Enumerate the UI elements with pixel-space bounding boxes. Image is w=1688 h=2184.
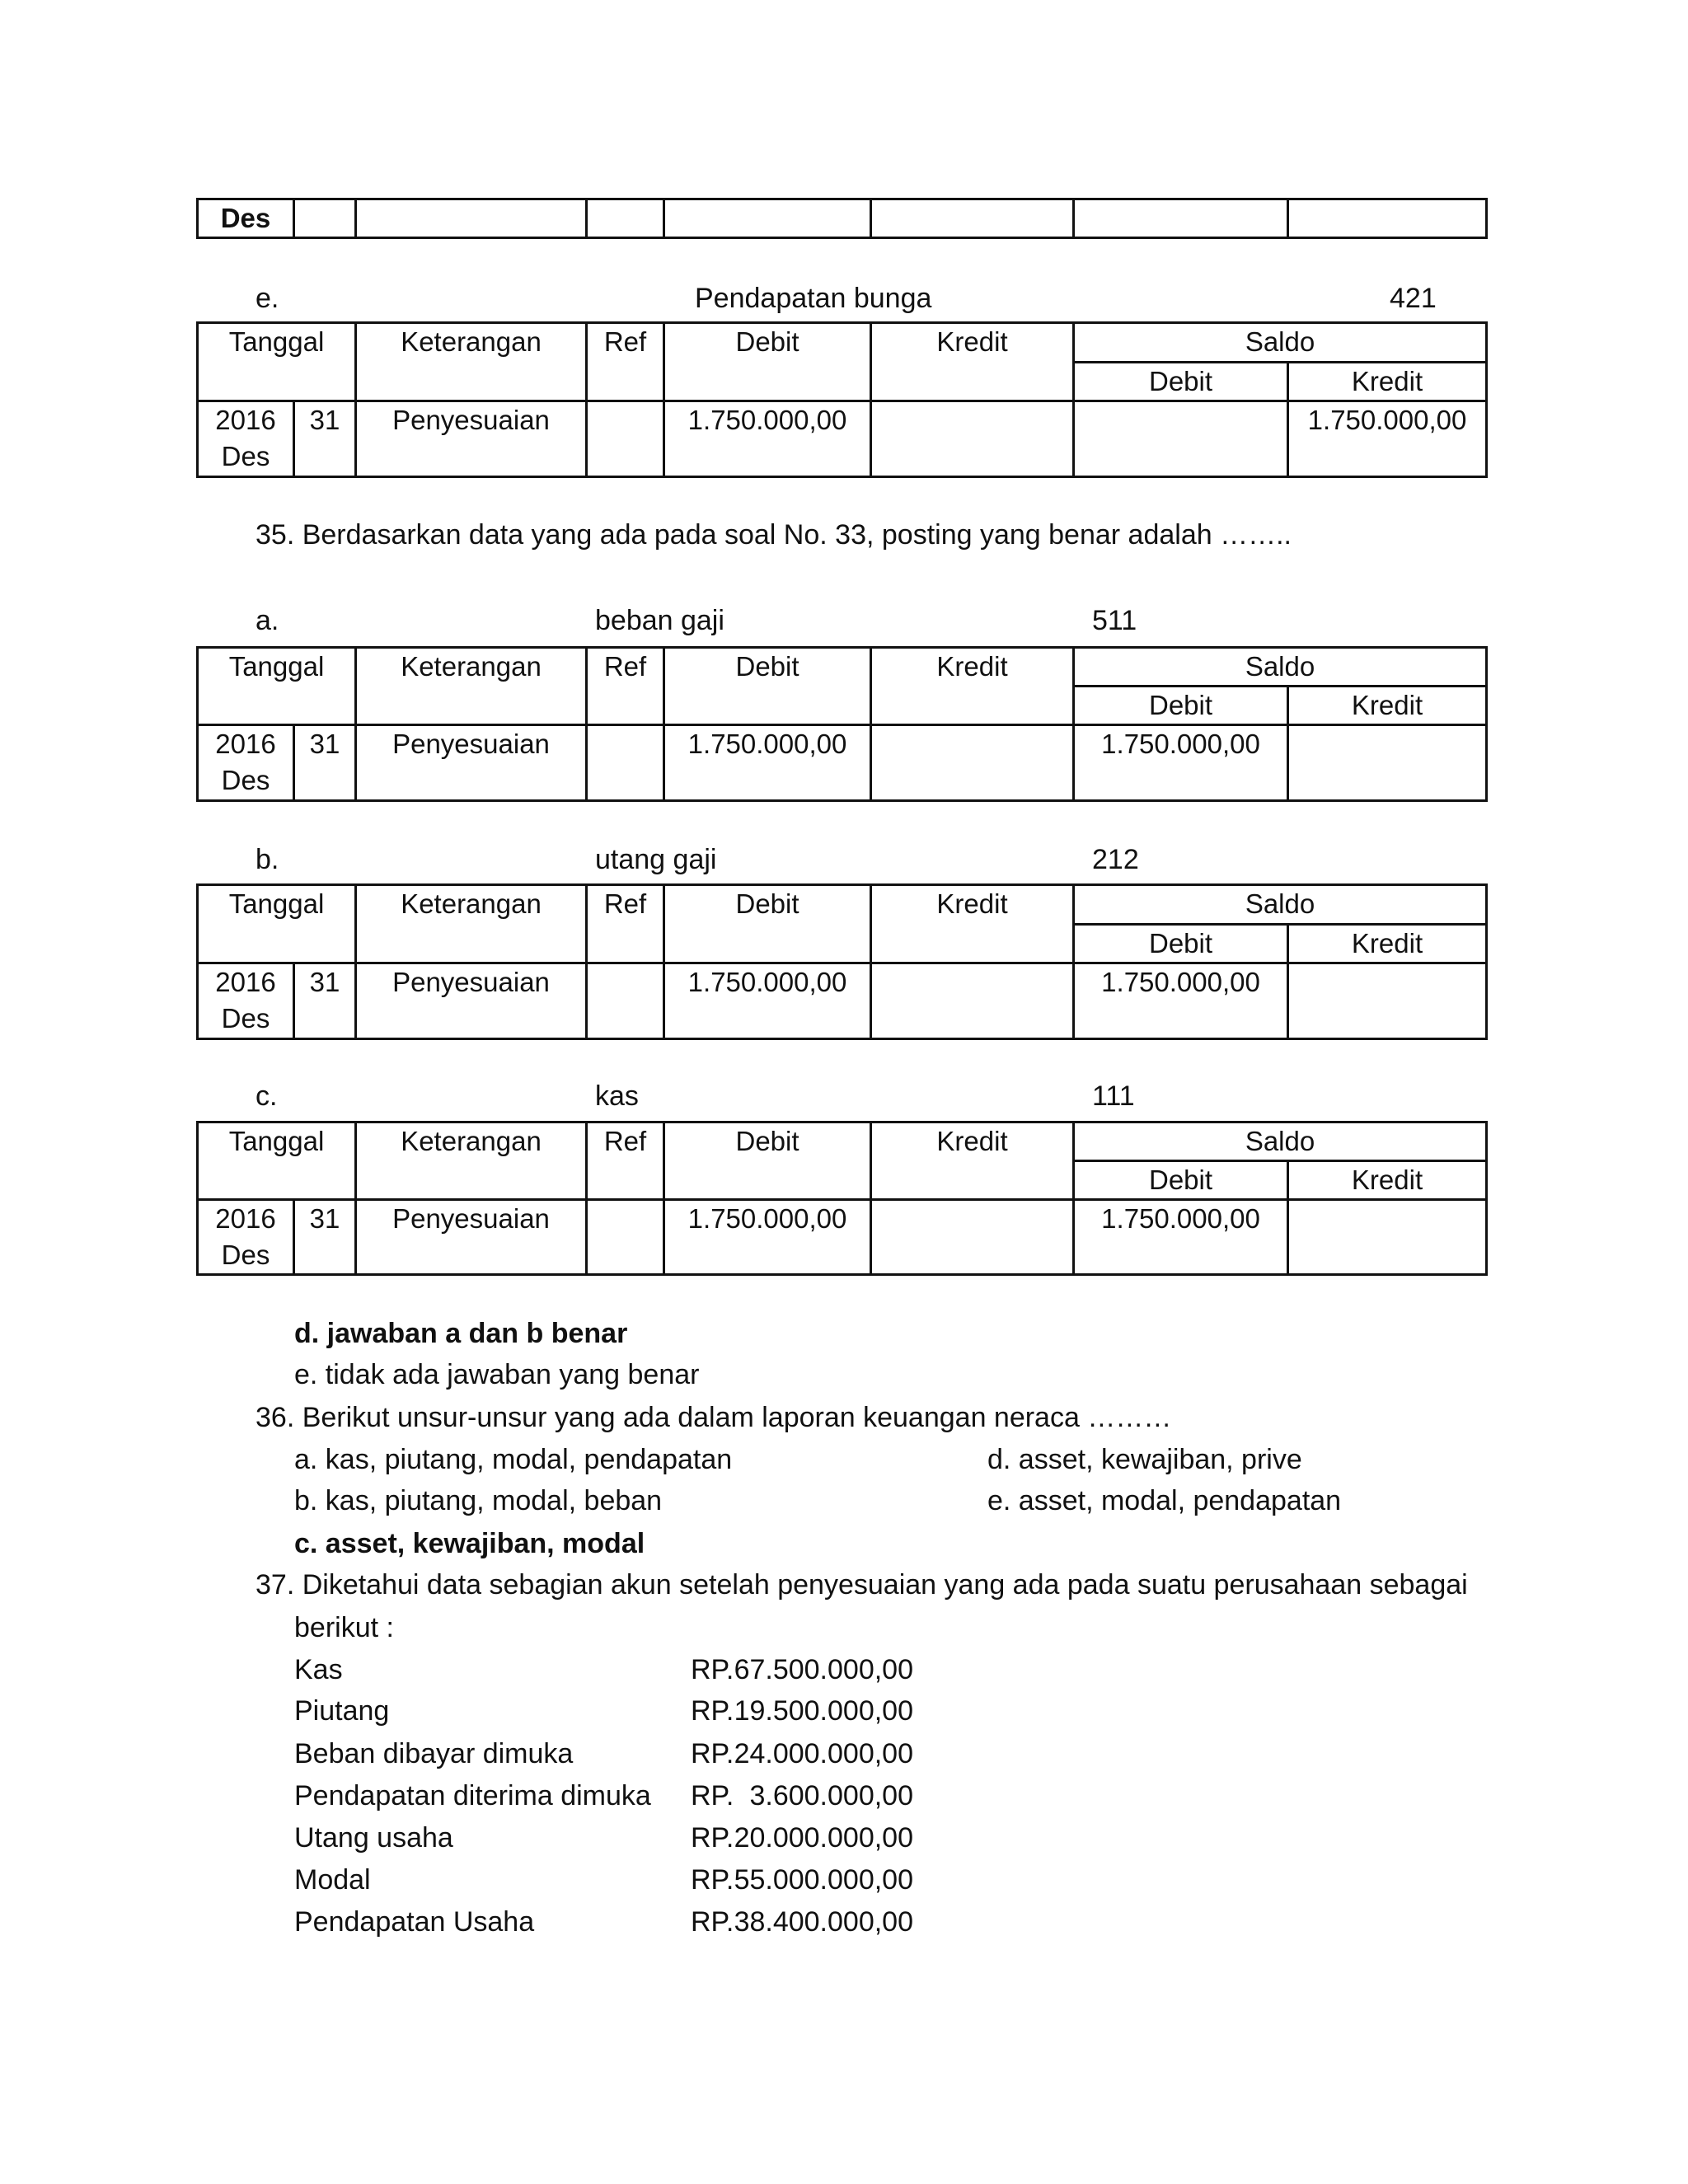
q36-option-d: d. asset, kewajiban, prive bbox=[987, 1444, 1302, 1475]
header-saldo: Saldo bbox=[1074, 648, 1487, 687]
month: Des bbox=[221, 1003, 270, 1033]
account-name: Kas bbox=[294, 1654, 343, 1685]
header-saldo-kredit: Kredit bbox=[1288, 363, 1487, 401]
account-currency: RP. bbox=[691, 1822, 734, 1854]
account-name: Piutang bbox=[294, 1695, 390, 1727]
year: 2016 bbox=[215, 1203, 276, 1234]
account-amount: 3.600.000,00 bbox=[749, 1780, 913, 1811]
debit-cell: 1.750.000,00 bbox=[664, 401, 871, 477]
question-37-line2: berikut : bbox=[294, 1612, 394, 1643]
ledger-c-account-number: 111 bbox=[1092, 1080, 1135, 1112]
keterangan-cell: Penyesuaian bbox=[356, 963, 587, 1039]
kredit-cell bbox=[871, 963, 1074, 1039]
q35-option-e: e. tidak ada jawaban yang benar bbox=[294, 1359, 700, 1390]
header-keterangan: Keterangan bbox=[356, 1122, 587, 1200]
header-saldo-kredit: Kredit bbox=[1288, 925, 1487, 963]
ledger-table-c bbox=[196, 1121, 1488, 1276]
ledger-b-letter: b. bbox=[256, 844, 279, 875]
account-currency: RP. bbox=[691, 1780, 734, 1811]
header-ref: Ref bbox=[587, 648, 664, 725]
debit-cell: 1.750.000,00 bbox=[664, 1200, 871, 1275]
q36-option-e: e. asset, modal, pendapatan bbox=[987, 1485, 1342, 1516]
month-cell: Des bbox=[198, 199, 294, 238]
year: 2016 bbox=[215, 405, 276, 435]
debit-cell: 1.750.000,00 bbox=[664, 725, 871, 801]
saldo-debit-cell bbox=[1074, 401, 1288, 477]
header-debit: Debit bbox=[664, 648, 871, 725]
header-saldo: Saldo bbox=[1074, 323, 1487, 363]
header-saldo-debit: Debit bbox=[1074, 1161, 1288, 1200]
header-keterangan: Keterangan bbox=[356, 885, 587, 963]
ref-cell bbox=[587, 963, 664, 1039]
kredit-cell bbox=[871, 401, 1074, 477]
header-tanggal: Tanggal bbox=[198, 648, 356, 725]
account-name: Beban dibayar dimuka bbox=[294, 1738, 574, 1769]
ledger-c-letter: c. bbox=[256, 1080, 278, 1112]
ledger-a-letter: a. bbox=[256, 605, 279, 636]
ledger-e-letter: e. bbox=[256, 283, 279, 314]
ref-cell bbox=[587, 725, 664, 801]
header-kredit: Kredit bbox=[871, 648, 1074, 725]
saldo-debit-cell: 1.750.000,00 bbox=[1074, 1200, 1288, 1275]
header-saldo-kredit: Kredit bbox=[1288, 687, 1487, 725]
month: Des bbox=[221, 1240, 270, 1270]
day-cell: 31 bbox=[294, 725, 356, 801]
account-name: Pendapatan diterima dimuka bbox=[294, 1780, 651, 1811]
ledger-c-account-name: kas bbox=[595, 1080, 639, 1112]
month: Des bbox=[221, 441, 270, 471]
question-35: 35. Berdasarkan data yang ada pada soal No. 33, posting yang benar adalah …….. bbox=[256, 519, 1292, 551]
account-name: Pendapatan Usaha bbox=[294, 1906, 535, 1938]
ledger-table-a bbox=[196, 646, 1488, 802]
account-currency: RP. bbox=[691, 1654, 734, 1685]
saldo-kredit-cell bbox=[1288, 1200, 1487, 1275]
header-debit: Debit bbox=[664, 885, 871, 963]
header-kredit: Kredit bbox=[871, 323, 1074, 401]
month: Des bbox=[221, 765, 270, 795]
header-saldo-debit: Debit bbox=[1074, 925, 1288, 963]
saldo-debit-cell: 1.750.000,00 bbox=[1074, 725, 1288, 801]
ledger-e-account-number: 421 bbox=[1390, 283, 1437, 314]
ref-cell bbox=[587, 401, 664, 477]
ledger-b-account-name: utang gaji bbox=[595, 844, 717, 875]
date-cell bbox=[198, 401, 294, 477]
q36-option-c: c. asset, kewajiban, modal bbox=[294, 1528, 645, 1559]
account-name: Utang usaha bbox=[294, 1822, 453, 1854]
header-saldo-debit: Debit bbox=[1074, 687, 1288, 725]
header-tanggal: Tanggal bbox=[198, 885, 356, 963]
ledger-a-account-number: 511 bbox=[1092, 605, 1137, 636]
header-kredit: Kredit bbox=[871, 1122, 1074, 1200]
kredit-cell bbox=[871, 725, 1074, 801]
header-keterangan: Keterangan bbox=[356, 323, 587, 401]
kredit-cell bbox=[871, 1200, 1074, 1275]
header-ref: Ref bbox=[587, 323, 664, 401]
header-kredit: Kredit bbox=[871, 885, 1074, 963]
header-keterangan: Keterangan bbox=[356, 648, 587, 725]
date-cell bbox=[198, 1200, 294, 1275]
account-amount: 55.000.000,00 bbox=[734, 1864, 913, 1896]
saldo-debit-cell: 1.750.000,00 bbox=[1074, 963, 1288, 1039]
account-amount: 38.400.000,00 bbox=[734, 1906, 913, 1938]
keterangan-cell: Penyesuaian bbox=[356, 725, 587, 801]
q35-option-d: d. jawaban a dan b benar bbox=[294, 1318, 628, 1349]
date-cell bbox=[198, 963, 294, 1039]
account-currency: RP. bbox=[691, 1738, 734, 1769]
day-cell: 31 bbox=[294, 1200, 356, 1275]
header-saldo: Saldo bbox=[1074, 885, 1487, 925]
ref-cell bbox=[587, 1200, 664, 1275]
account-amount: 20.000.000,00 bbox=[734, 1822, 913, 1854]
ledger-table-continuation bbox=[196, 198, 1488, 239]
question-36: 36. Berikut unsur-unsur yang ada dalam laporan keuangan neraca ……… bbox=[256, 1402, 1172, 1433]
ledger-a-account-name: beban gaji bbox=[595, 605, 724, 636]
header-tanggal: Tanggal bbox=[198, 1122, 356, 1200]
date-cell bbox=[198, 725, 294, 801]
day-cell: 31 bbox=[294, 401, 356, 477]
account-amount: 67.500.000,00 bbox=[734, 1654, 913, 1685]
account-currency: RP. bbox=[691, 1864, 734, 1896]
q36-option-b: b. kas, piutang, modal, beban bbox=[294, 1485, 663, 1516]
question-37: 37. Diketahui data sebagian akun setelah penyesuaian yang ada pada suatu perusahaan sebagai bbox=[256, 1569, 1468, 1601]
header-debit: Debit bbox=[664, 1122, 871, 1200]
account-currency: RP. bbox=[691, 1906, 734, 1938]
saldo-kredit-cell: 1.750.000,00 bbox=[1288, 401, 1487, 477]
ledger-b-account-number: 212 bbox=[1092, 844, 1139, 875]
ledger-e-account-name: Pendapatan bunga bbox=[695, 283, 932, 314]
account-amount: 19.500.000,00 bbox=[734, 1695, 913, 1727]
account-name: Modal bbox=[294, 1864, 371, 1896]
header-tanggal: Tanggal bbox=[198, 323, 356, 401]
ledger-table-b bbox=[196, 883, 1488, 1040]
header-saldo: Saldo bbox=[1074, 1122, 1487, 1161]
saldo-kredit-cell bbox=[1288, 725, 1487, 801]
ledger-table-e bbox=[196, 321, 1488, 478]
debit-cell: 1.750.000,00 bbox=[664, 963, 871, 1039]
keterangan-cell: Penyesuaian bbox=[356, 401, 587, 477]
saldo-kredit-cell bbox=[1288, 963, 1487, 1039]
account-amount: 24.000.000,00 bbox=[734, 1738, 913, 1769]
day-cell: 31 bbox=[294, 963, 356, 1039]
year: 2016 bbox=[215, 729, 276, 759]
header-ref: Ref bbox=[587, 885, 664, 963]
header-ref: Ref bbox=[587, 1122, 664, 1200]
keterangan-cell: Penyesuaian bbox=[356, 1200, 587, 1275]
header-debit: Debit bbox=[664, 323, 871, 401]
year: 2016 bbox=[215, 967, 276, 997]
q36-option-a: a. kas, piutang, modal, pendapatan bbox=[294, 1444, 733, 1475]
header-saldo-kredit: Kredit bbox=[1288, 1161, 1487, 1200]
header-saldo-debit: Debit bbox=[1074, 363, 1288, 401]
account-currency: RP. bbox=[691, 1695, 734, 1727]
